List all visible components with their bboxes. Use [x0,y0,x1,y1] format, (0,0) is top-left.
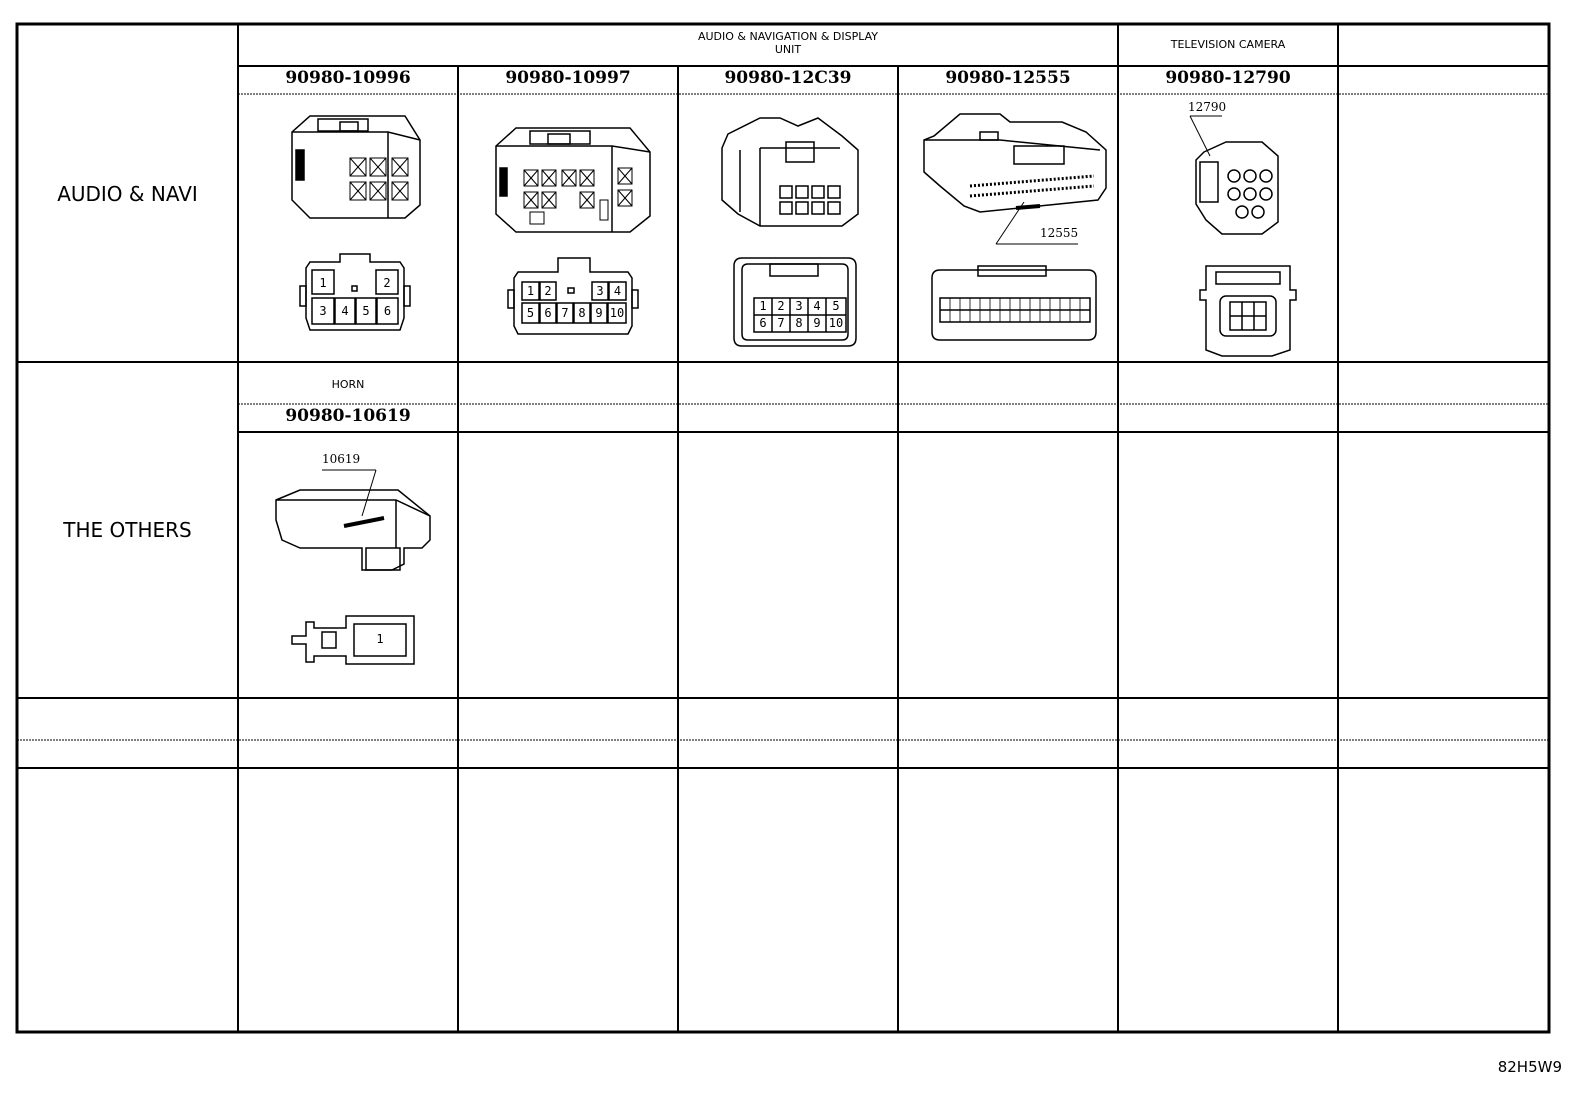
pin-label: 9 [595,306,603,320]
pin-label: 6 [383,304,392,318]
pin-label: 4 [341,304,349,318]
pin-label: 6 [544,306,552,320]
connector-12790-face-drawing [1200,266,1296,356]
connector-12790-iso-drawing [1196,142,1278,234]
drawing-code: 82H5W9 [1497,1058,1562,1076]
pin-label: 1 [319,276,327,290]
pin-label: 8 [578,306,586,320]
part-number-10996: 90980-10996 [285,68,411,88]
pin-label: 2 [777,299,785,313]
pin-label: 3 [596,284,604,298]
part-number-12790: 90980-12790 [1165,68,1291,88]
connector-12C39-iso-drawing [722,118,858,226]
pin-label: 4 [613,284,622,298]
pin-label: 3 [319,304,327,318]
pin-label: 1 [376,632,384,646]
pin-label: 5 [832,299,840,313]
part-number-10997: 90980-10997 [505,68,631,88]
group-header-tv-camera: TELEVISION CAMERA [1170,38,1286,51]
pin-label: 2 [383,276,391,290]
part-number-12555: 90980-12555 [945,68,1071,88]
callout-10619: 10619 [322,452,361,466]
connector-10619-iso-drawing [276,490,430,570]
pin-label: 4 [813,299,821,313]
pin-label: 6 [759,316,767,330]
row-label-audio-navi: AUDIO & NAVI [57,182,198,206]
callout-12790: 12790 [1188,100,1227,114]
row-label-the-others: THE OTHERS [63,518,192,542]
connector-10997-iso-drawing [496,128,650,232]
pin-label: 2 [544,284,552,298]
part-number-10619: 90980-10619 [285,406,411,426]
pin-label: 1 [526,284,535,298]
connector-10996-face-drawing [300,254,410,330]
group-header-audio-unit: AUDIO & NAVIGATION & DISPLAY UNIT [697,30,879,56]
pin-label: 7 [561,306,569,320]
pin-label: 5 [526,306,535,320]
pin-label: 8 [795,316,803,330]
connector-10996-iso-drawing [292,116,420,218]
connector-12555-iso-drawing [924,114,1106,212]
pin-label: 10 [828,316,844,330]
pin-label: 10 [609,306,625,320]
pin-label: 5 [362,304,370,318]
pin-label: 7 [777,316,785,330]
group-header-horn: HORN [331,378,365,391]
pin-label: 3 [795,299,803,313]
pin-label: 1 [759,299,767,313]
part-number-12C39: 90980-12C39 [724,68,852,88]
callout-12555: 12555 [1040,226,1079,240]
pin-label: 9 [813,316,821,330]
connector-12555-face-drawing [932,266,1096,340]
